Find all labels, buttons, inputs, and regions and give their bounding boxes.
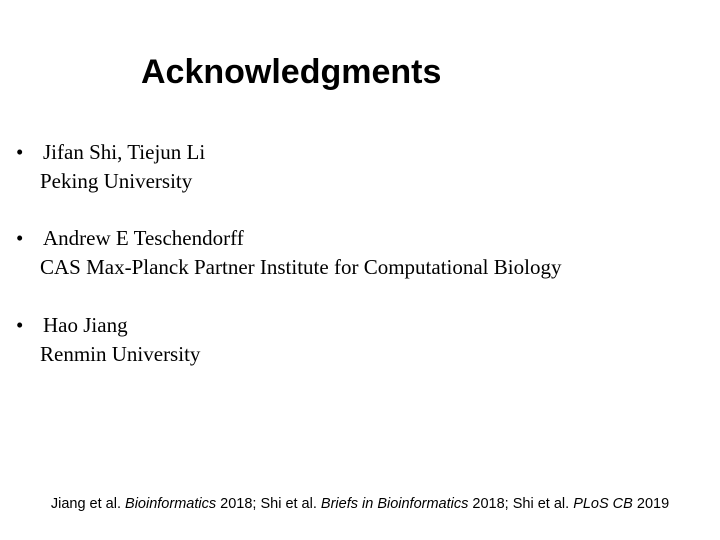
- bullet-icon: •: [16, 140, 24, 164]
- slide-title: Acknowledgments: [141, 53, 442, 91]
- affiliation: Peking University: [40, 169, 193, 193]
- ref-year: 2019: [636, 496, 670, 512]
- person-names: Andrew E Teschendorff: [43, 226, 244, 250]
- ref-journal: Briefs in Bioinformatics: [320, 496, 469, 512]
- references-footer: [0, 494, 720, 514]
- ref-year: 2018;: [220, 496, 257, 512]
- bullet-icon: •: [16, 226, 24, 250]
- person-names: Hao Jiang: [43, 313, 128, 337]
- ref-journal: PLoS CB: [573, 496, 633, 512]
- affiliation: CAS Max-Planck Partner Institute for Computational Biology: [40, 255, 562, 279]
- ref-author: Shi et al.: [260, 496, 317, 512]
- ref-year: 2018;: [472, 496, 509, 512]
- person-names: Jifan Shi, Tiejun Li: [43, 140, 206, 164]
- bullet-icon: •: [16, 313, 24, 337]
- affiliation: Renmin University: [40, 342, 201, 366]
- ref-author: Shi et al.: [512, 496, 570, 512]
- ref-journal: Bioinformatics: [125, 496, 217, 512]
- ref-author: Jiang et al.: [50, 496, 121, 512]
